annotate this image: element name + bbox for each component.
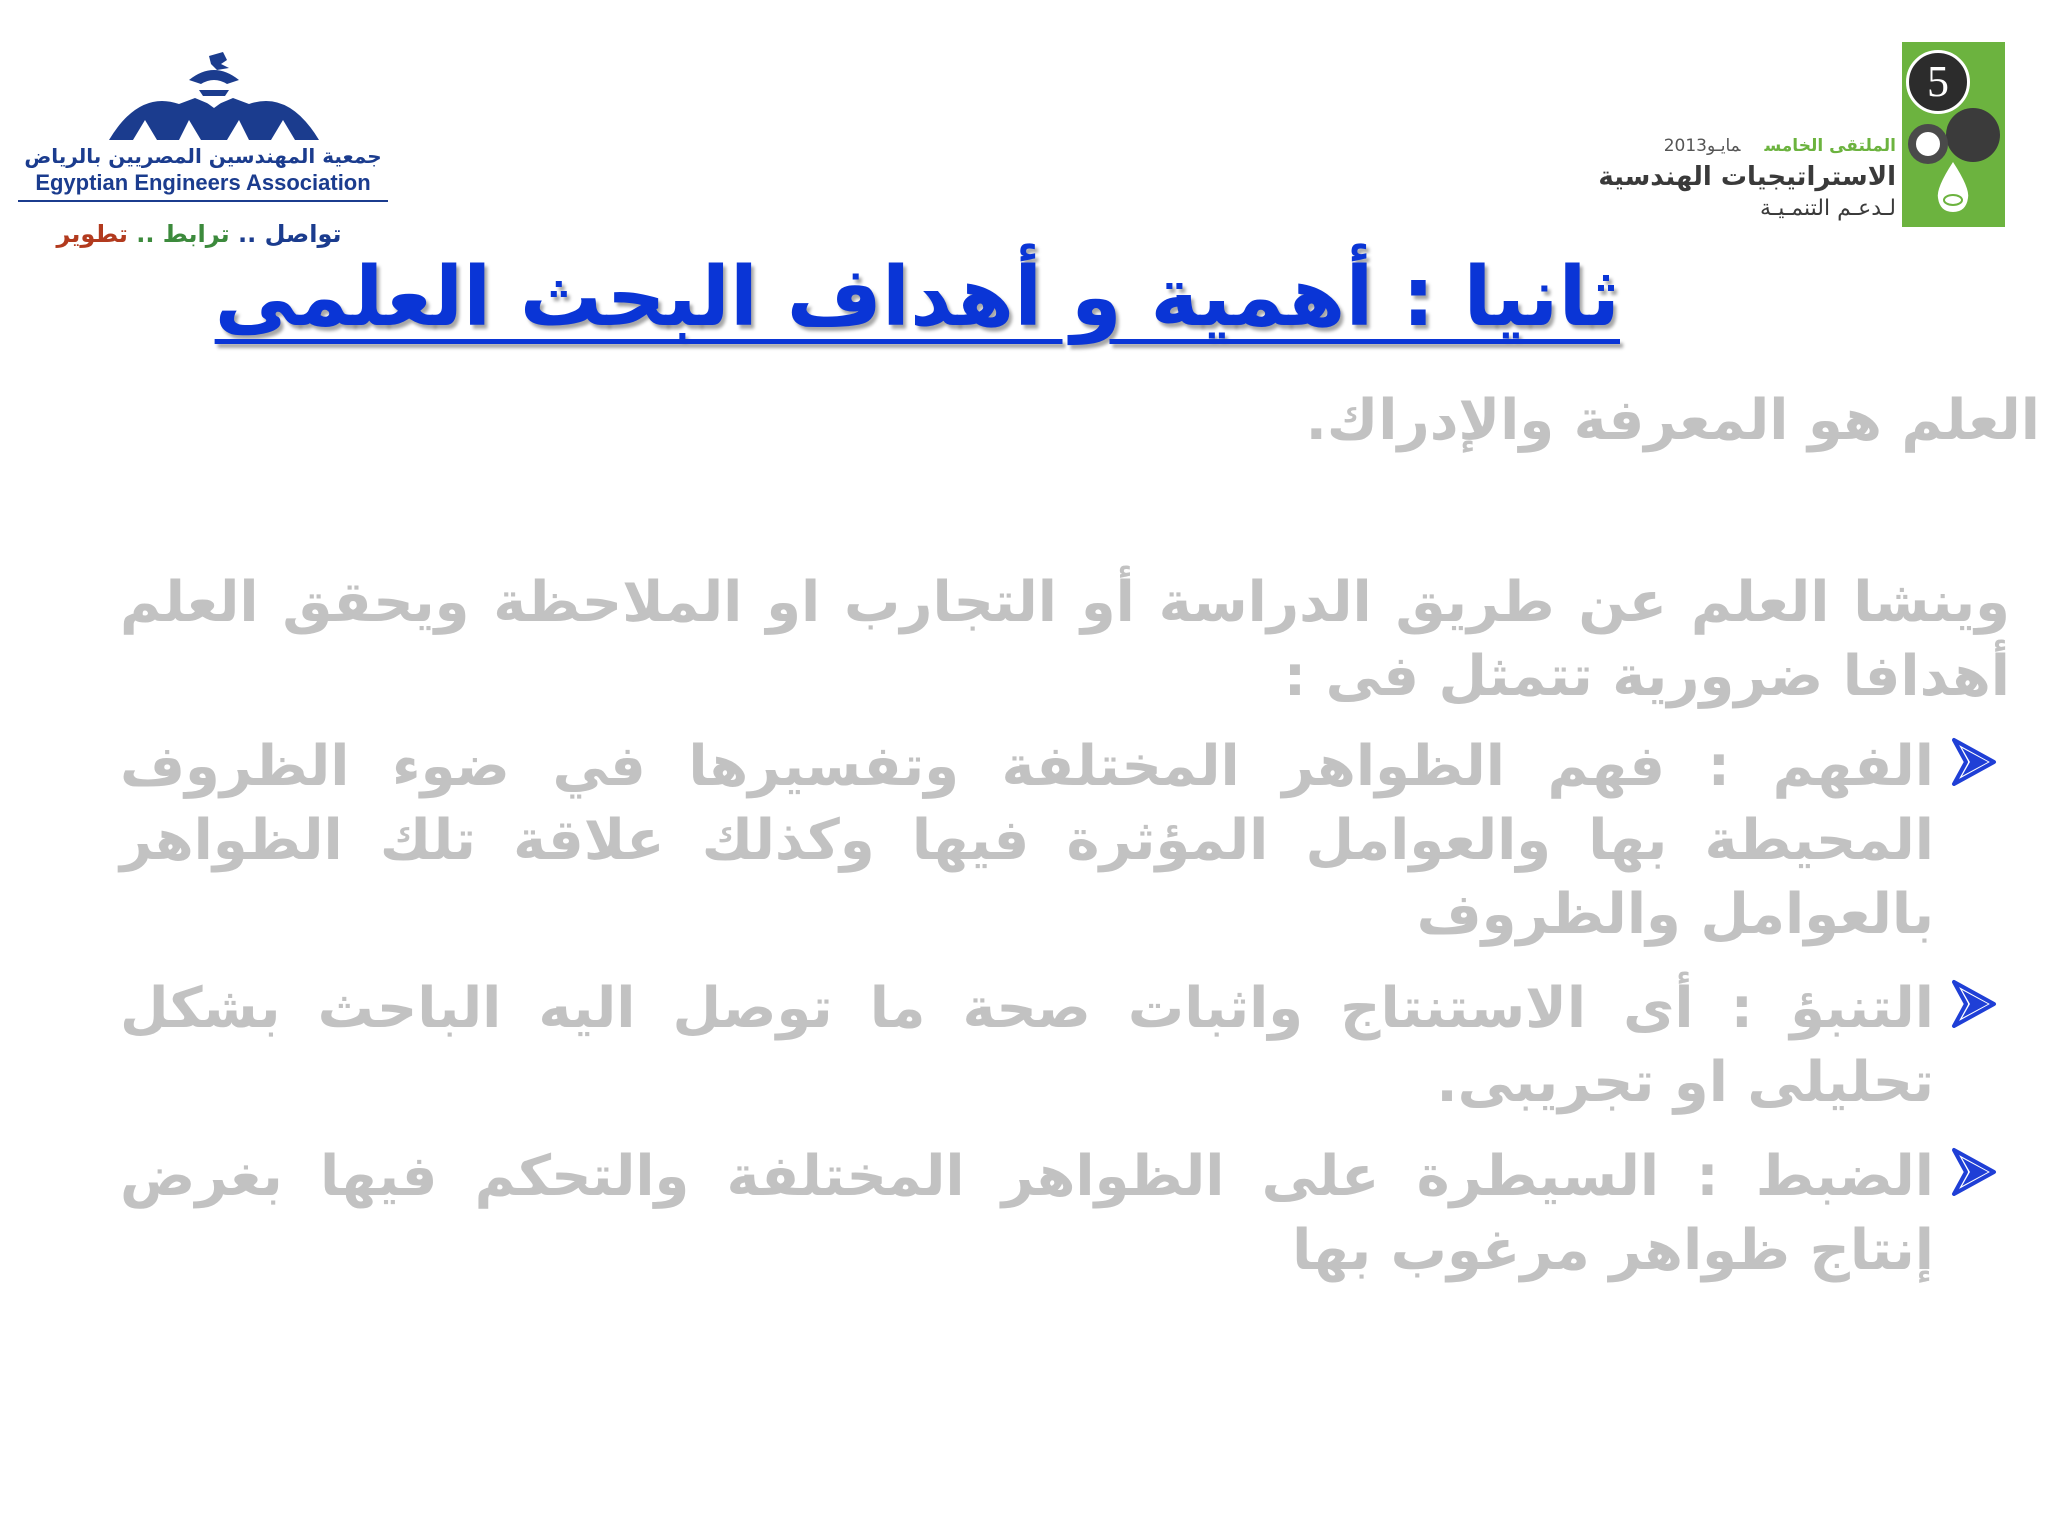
forum-edition: الملتقى الخامس xyxy=(1764,136,1896,156)
water-drop-icon xyxy=(1930,160,1976,216)
forum-number-badge: 5 xyxy=(1906,50,1970,114)
list-item xyxy=(120,972,2000,1120)
slide-title: ثانيا : أهمية و أهداف البحث العلمى xyxy=(214,250,1620,345)
goal-control-text: الضبط : السيطرة على الظواهر المختلفة والتحكم فيها بغرض إنتاج ظواهر مرغوب بها xyxy=(120,1144,1934,1283)
association-name-arabic: جمعية المهندسين المصريين بالرياض xyxy=(24,144,382,168)
goals-list xyxy=(120,730,2000,1308)
arrow-bullet-icon xyxy=(1948,1146,2000,1198)
list-item xyxy=(120,1140,2000,1288)
forum-theme-line-2: لـدعـم التنمـيـة xyxy=(1759,196,1896,221)
intro-paragraph-1: العلم هو المعرفة والإدراك. xyxy=(1305,388,2040,453)
gear-icon xyxy=(1946,108,2000,162)
slogan-part-1: تواصل .. xyxy=(238,220,342,248)
forum-emblem xyxy=(1902,42,2005,227)
association-name-english: Egyptian Engineers Association xyxy=(18,170,388,202)
arrow-bullet-icon xyxy=(1948,736,2000,788)
arrow-bullet-icon xyxy=(1948,978,2000,1030)
forum-edition-line xyxy=(1664,136,1896,156)
list-item xyxy=(120,730,2000,952)
small-gear-icon xyxy=(1908,124,1948,164)
forum-theme-line-1: الاستراتيجيات الهندسية xyxy=(1598,162,1896,192)
eagle-emblem-icon xyxy=(99,50,329,142)
egyptian-engineers-association-logo xyxy=(14,50,394,260)
goal-prediction-text: التنبؤ : أى الاستنتاج واثبات صحة ما توصل اليه الباحث بشكل تحليلى او تجريبى. xyxy=(120,976,1934,1115)
forum-date: مايـو2013 xyxy=(1663,136,1741,156)
intro-paragraph-2: وينشا العلم عن طريق الدراسة أو التجارب او الملاحظة ويحقق العلم أهدافا ضرورية تتمثل فى : xyxy=(120,570,2010,709)
slogan-part-3: تطوير xyxy=(56,220,128,248)
fifth-forum-logo xyxy=(1598,40,2008,230)
slogan-part-2: ترابط .. xyxy=(136,220,230,248)
goal-understanding-text: الفهم : فهم الظواهر المختلفة وتفسيرها في ضوء الظروف المحيطة بها والعوامل المؤثرة فيها وكذلك علاقة تلك الظواهر بالعوامل والظروف xyxy=(120,734,1934,947)
